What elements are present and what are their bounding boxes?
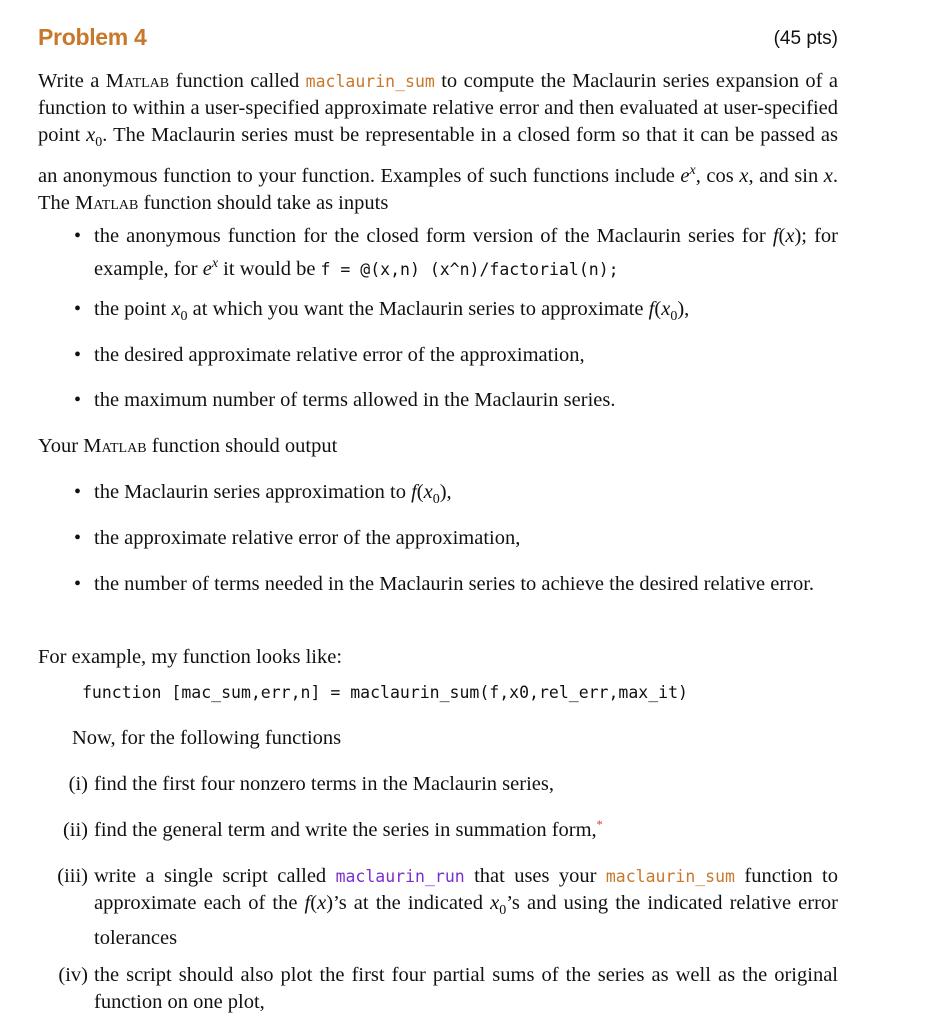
input-bullet-max-terms: the maximum number of terms allowed in the Maclaurin series. — [94, 389, 616, 411]
function-name-code: maclaurin_sum — [305, 72, 435, 91]
task-iv: the script should also plot the first four partial sums of the series as well as the original function on one plot, — [94, 964, 838, 1014]
bullet-dot: • — [74, 527, 82, 549]
output-text: Your — [38, 435, 84, 457]
bullet-text: the point — [94, 298, 172, 320]
bullet-text: at which you want the Maclaurin series to approximate — [187, 298, 649, 320]
required-asterisk: * — [596, 817, 603, 832]
bullet-dot: • — [74, 298, 82, 320]
bullet-text: the Maclaurin series approximation to — [94, 481, 412, 503]
output-text: function should output — [146, 435, 338, 457]
intro-paragraph — [38, 68, 838, 217]
bullet-text: ( — [778, 225, 786, 247]
intro-text: Write a — [38, 70, 106, 92]
math-subscript: 0 — [499, 903, 507, 919]
task-label-ii: (ii) — [62, 819, 88, 841]
math-superscript: x — [211, 256, 219, 272]
task-label-iii: (iii) — [57, 865, 88, 887]
intro-text: , and sin — [748, 164, 824, 187]
bullet-text: ( — [654, 298, 662, 320]
intro-text: . The — [38, 164, 838, 214]
output-intro — [38, 433, 838, 460]
problem-title: Problem 4 — [38, 24, 147, 50]
task-text: ’s and using the indicated relative error tolerances — [94, 892, 838, 949]
points-label: (45 pts) — [773, 28, 838, 49]
output-bullet-approx — [94, 479, 838, 513]
task-iii — [94, 863, 838, 952]
matlab-word: Matlab — [75, 191, 139, 214]
bullet-dot: • — [74, 573, 82, 595]
math-x: x — [317, 892, 327, 915]
intro-text: . The Maclaurin series must be representable in a closed form so that it can be passed as an anonymous function to your function. Examples of such functions include — [38, 124, 838, 187]
bullet-text: ( — [416, 481, 424, 503]
math-x0: x — [661, 298, 671, 320]
bullet-text: it would be — [218, 258, 321, 281]
intro-text: function should take as inputs — [138, 191, 389, 214]
function-name-code: maclaurin_sum — [605, 867, 735, 886]
intro-text: function called — [169, 70, 306, 92]
script-name-code: maclaurin_run — [335, 867, 465, 886]
bullet-dot: • — [74, 481, 82, 503]
math-x0: x — [171, 298, 181, 320]
task-text: find the general term and write the series in summation form, — [94, 819, 597, 841]
task-label-i: (i) — [68, 773, 88, 795]
bullet-text: ), — [439, 481, 452, 503]
input-bullet-error: the desired approximate relative error of the approximation, — [94, 344, 585, 366]
example-intro: For example, my function looks like: — [38, 646, 343, 668]
matlab-word: Matlab — [105, 70, 170, 92]
problem-header — [38, 24, 838, 56]
math-superscript: x — [689, 162, 696, 178]
bullet-dot: • — [74, 389, 82, 411]
input-bullet-function — [94, 223, 838, 283]
math-f: f — [411, 481, 417, 503]
math-subscript: 0 — [432, 492, 440, 508]
task-label-iv: (iv) — [58, 964, 88, 986]
math-x0: x — [423, 481, 433, 503]
math-f: f — [772, 225, 779, 247]
bullet-text: the anonymous function for the closed form version of the Maclaurin series for — [94, 225, 773, 247]
math-subscript: 0 — [670, 309, 678, 325]
output-bullet-error: the approximate relative error of the approximation, — [94, 527, 521, 549]
math-subscript: 0 — [95, 135, 103, 151]
math-e: e — [202, 258, 212, 281]
intro-text: , cos — [695, 164, 740, 187]
task-text: ( — [310, 892, 318, 915]
output-bullet-terms: the number of terms needed in the Maclaurin series to achieve the desired relative error. — [94, 573, 815, 595]
task-text: that uses your — [464, 865, 606, 887]
math-x: x — [823, 164, 833, 187]
math-x: x — [785, 225, 795, 247]
task-text: )’s at the indicated — [326, 892, 491, 915]
input-bullet-point — [94, 296, 838, 330]
function-signature-code: function [mac_sum,err,n] = maclaurin_sum(f,x0,rel_err,max_it) — [82, 683, 688, 702]
task-i: find the first four nonzero terms in the Maclaurin series, — [94, 773, 554, 795]
math-subscript: 0 — [180, 309, 188, 325]
math-x: x — [739, 164, 749, 187]
bullet-text: ); for example, for — [94, 225, 838, 281]
now-text: Now, for the following functions — [72, 727, 342, 749]
bullet-dot: • — [74, 344, 82, 366]
matlab-word: Matlab — [83, 435, 147, 457]
math-f: f — [648, 298, 655, 320]
task-ii — [94, 817, 838, 844]
intro-text: to compute the Maclaurin series expansion of a function to within a user-specified approximate relative error and then evaluated at user-specified point — [38, 70, 838, 147]
task-text: function to approximate each of the — [94, 865, 839, 915]
math-x0: x — [86, 124, 96, 147]
anonymous-function-code: f = @(x,n) (x^n)/factorial(n); — [320, 260, 619, 280]
task-text: write a single script called — [94, 865, 336, 887]
math-e: e — [680, 164, 690, 187]
math-x0: x — [490, 892, 500, 915]
math-f: f — [304, 892, 311, 915]
bullet-text: ), — [677, 298, 690, 320]
bullet-dot: • — [74, 225, 82, 247]
